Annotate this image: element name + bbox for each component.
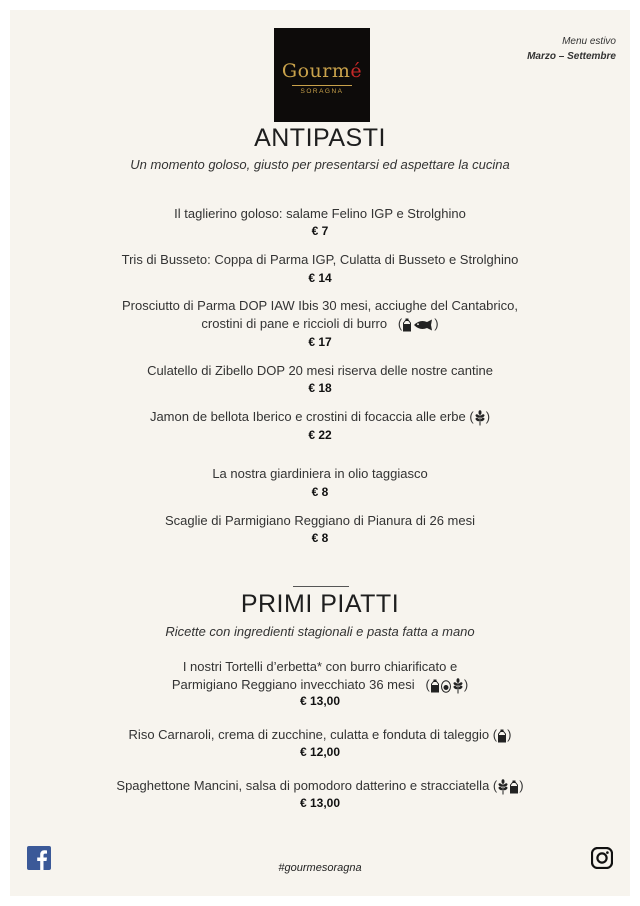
restaurant-logo xyxy=(274,28,370,122)
item-price: € 8 xyxy=(311,485,329,499)
logo-brand xyxy=(274,60,370,82)
item-price: € 13,00 xyxy=(299,694,341,708)
milk-allergen-icon xyxy=(402,318,412,332)
antipasti-subtitle: Un momento goloso, giusto per presentarsi ed aspettare la cucina xyxy=(130,157,510,172)
item-name: Jamon de bellota Iberico e crostini di focaccia alle erbe xyxy=(149,409,466,424)
item-name: Scaglie di Parmigiano Reggiano di Pianura di 26 mesi xyxy=(164,513,475,528)
gluten-allergen-icon xyxy=(474,410,486,426)
section-divider xyxy=(293,586,349,587)
item-price: € 13,00 xyxy=(299,796,341,810)
item-name: Culatello di Zibello DOP 20 mesi riserva delle nostre cantine xyxy=(147,363,493,378)
milk-allergen-icon xyxy=(497,729,507,743)
item-name-continued: Parmigiano Reggiano invecchiato 36 mesi xyxy=(171,677,415,692)
item-name: Riso Carnaroli, crema di zucchine, culatta e fonduta di taleggio xyxy=(128,727,490,742)
logo-subtitle: SORAGNA xyxy=(292,85,352,95)
fish-allergen-icon xyxy=(412,319,434,331)
season-info xyxy=(527,34,616,64)
menu-item xyxy=(10,363,630,379)
item-name-line: I nostri Tortelli d’erbetta* con burro chiarificato e xyxy=(182,659,458,674)
instagram-icon[interactable] xyxy=(591,847,613,869)
menu-item: Riso Carnaroli, crema di zucchine, culatta e fonduta di taleggio ( ) xyxy=(128,727,512,742)
menu-item xyxy=(10,298,630,332)
menu-item xyxy=(10,206,630,222)
item-name-line-2: Parmigiano Reggiano invecchiato 36 mesi ( ) xyxy=(171,677,469,692)
item-name: Spaghettone Mancini, salsa di pomodoro datterino e stracciatella xyxy=(116,778,490,793)
primi-title: PRIMI PIATTI xyxy=(240,590,400,618)
item-name: La nostra giardiniera in olio taggiasco xyxy=(212,466,428,481)
menu-item: Spaghettone Mancini, salsa di pomodoro datterino e stracciatella ( ) xyxy=(116,778,524,793)
footer-hashtag: #gourmesoragna xyxy=(278,862,362,874)
menu-item: Jamon de bellota Iberico e crostini di focaccia alle erbe ( ) xyxy=(149,409,491,424)
logo-brand-accent: é xyxy=(350,60,363,82)
antipasti-title: ANTIPASTI xyxy=(254,124,386,152)
gluten-allergen-icon xyxy=(452,678,464,694)
menu-item xyxy=(10,513,630,529)
item-price: € 12,00 xyxy=(299,745,341,759)
season-months: Marzo – Settembre xyxy=(527,51,616,62)
menu-item xyxy=(10,252,630,268)
milk-allergen-icon xyxy=(509,780,519,794)
logo-brand-main: Gourm xyxy=(281,60,351,82)
menu-item xyxy=(10,466,630,482)
item-name-line-2: crostini di pane e riccioli di burro ( ) xyxy=(201,316,439,331)
item-price: € 7 xyxy=(311,224,329,238)
gluten-allergen-icon xyxy=(497,779,509,795)
item-name: Il taglierino goloso: salame Felino IGP e Strolghino xyxy=(174,206,466,221)
item-name-continued: crostini di pane e riccioli di burro xyxy=(201,316,388,331)
menu-page xyxy=(10,10,630,896)
season-label: Menu estivo xyxy=(562,36,616,47)
primi-subtitle: Ricette con ingredienti stagionali e pasta fatta a mano xyxy=(165,624,475,639)
egg-allergen-icon xyxy=(440,679,452,693)
item-price: € 18 xyxy=(308,381,332,395)
item-name-line: Prosciutto di Parma DOP IAW Ibis 30 mesi, acciughe del Cantabrico, xyxy=(122,298,518,313)
item-price: € 14 xyxy=(308,271,332,285)
item-price: € 22 xyxy=(308,428,332,442)
item-price: € 8 xyxy=(311,531,329,545)
item-name: Tris di Busseto: Coppa di Parma IGP, Culatta di Busseto e Strolghino xyxy=(121,252,519,267)
milk-allergen-icon xyxy=(430,679,440,693)
menu-item xyxy=(10,659,630,694)
item-price: € 17 xyxy=(308,335,332,349)
